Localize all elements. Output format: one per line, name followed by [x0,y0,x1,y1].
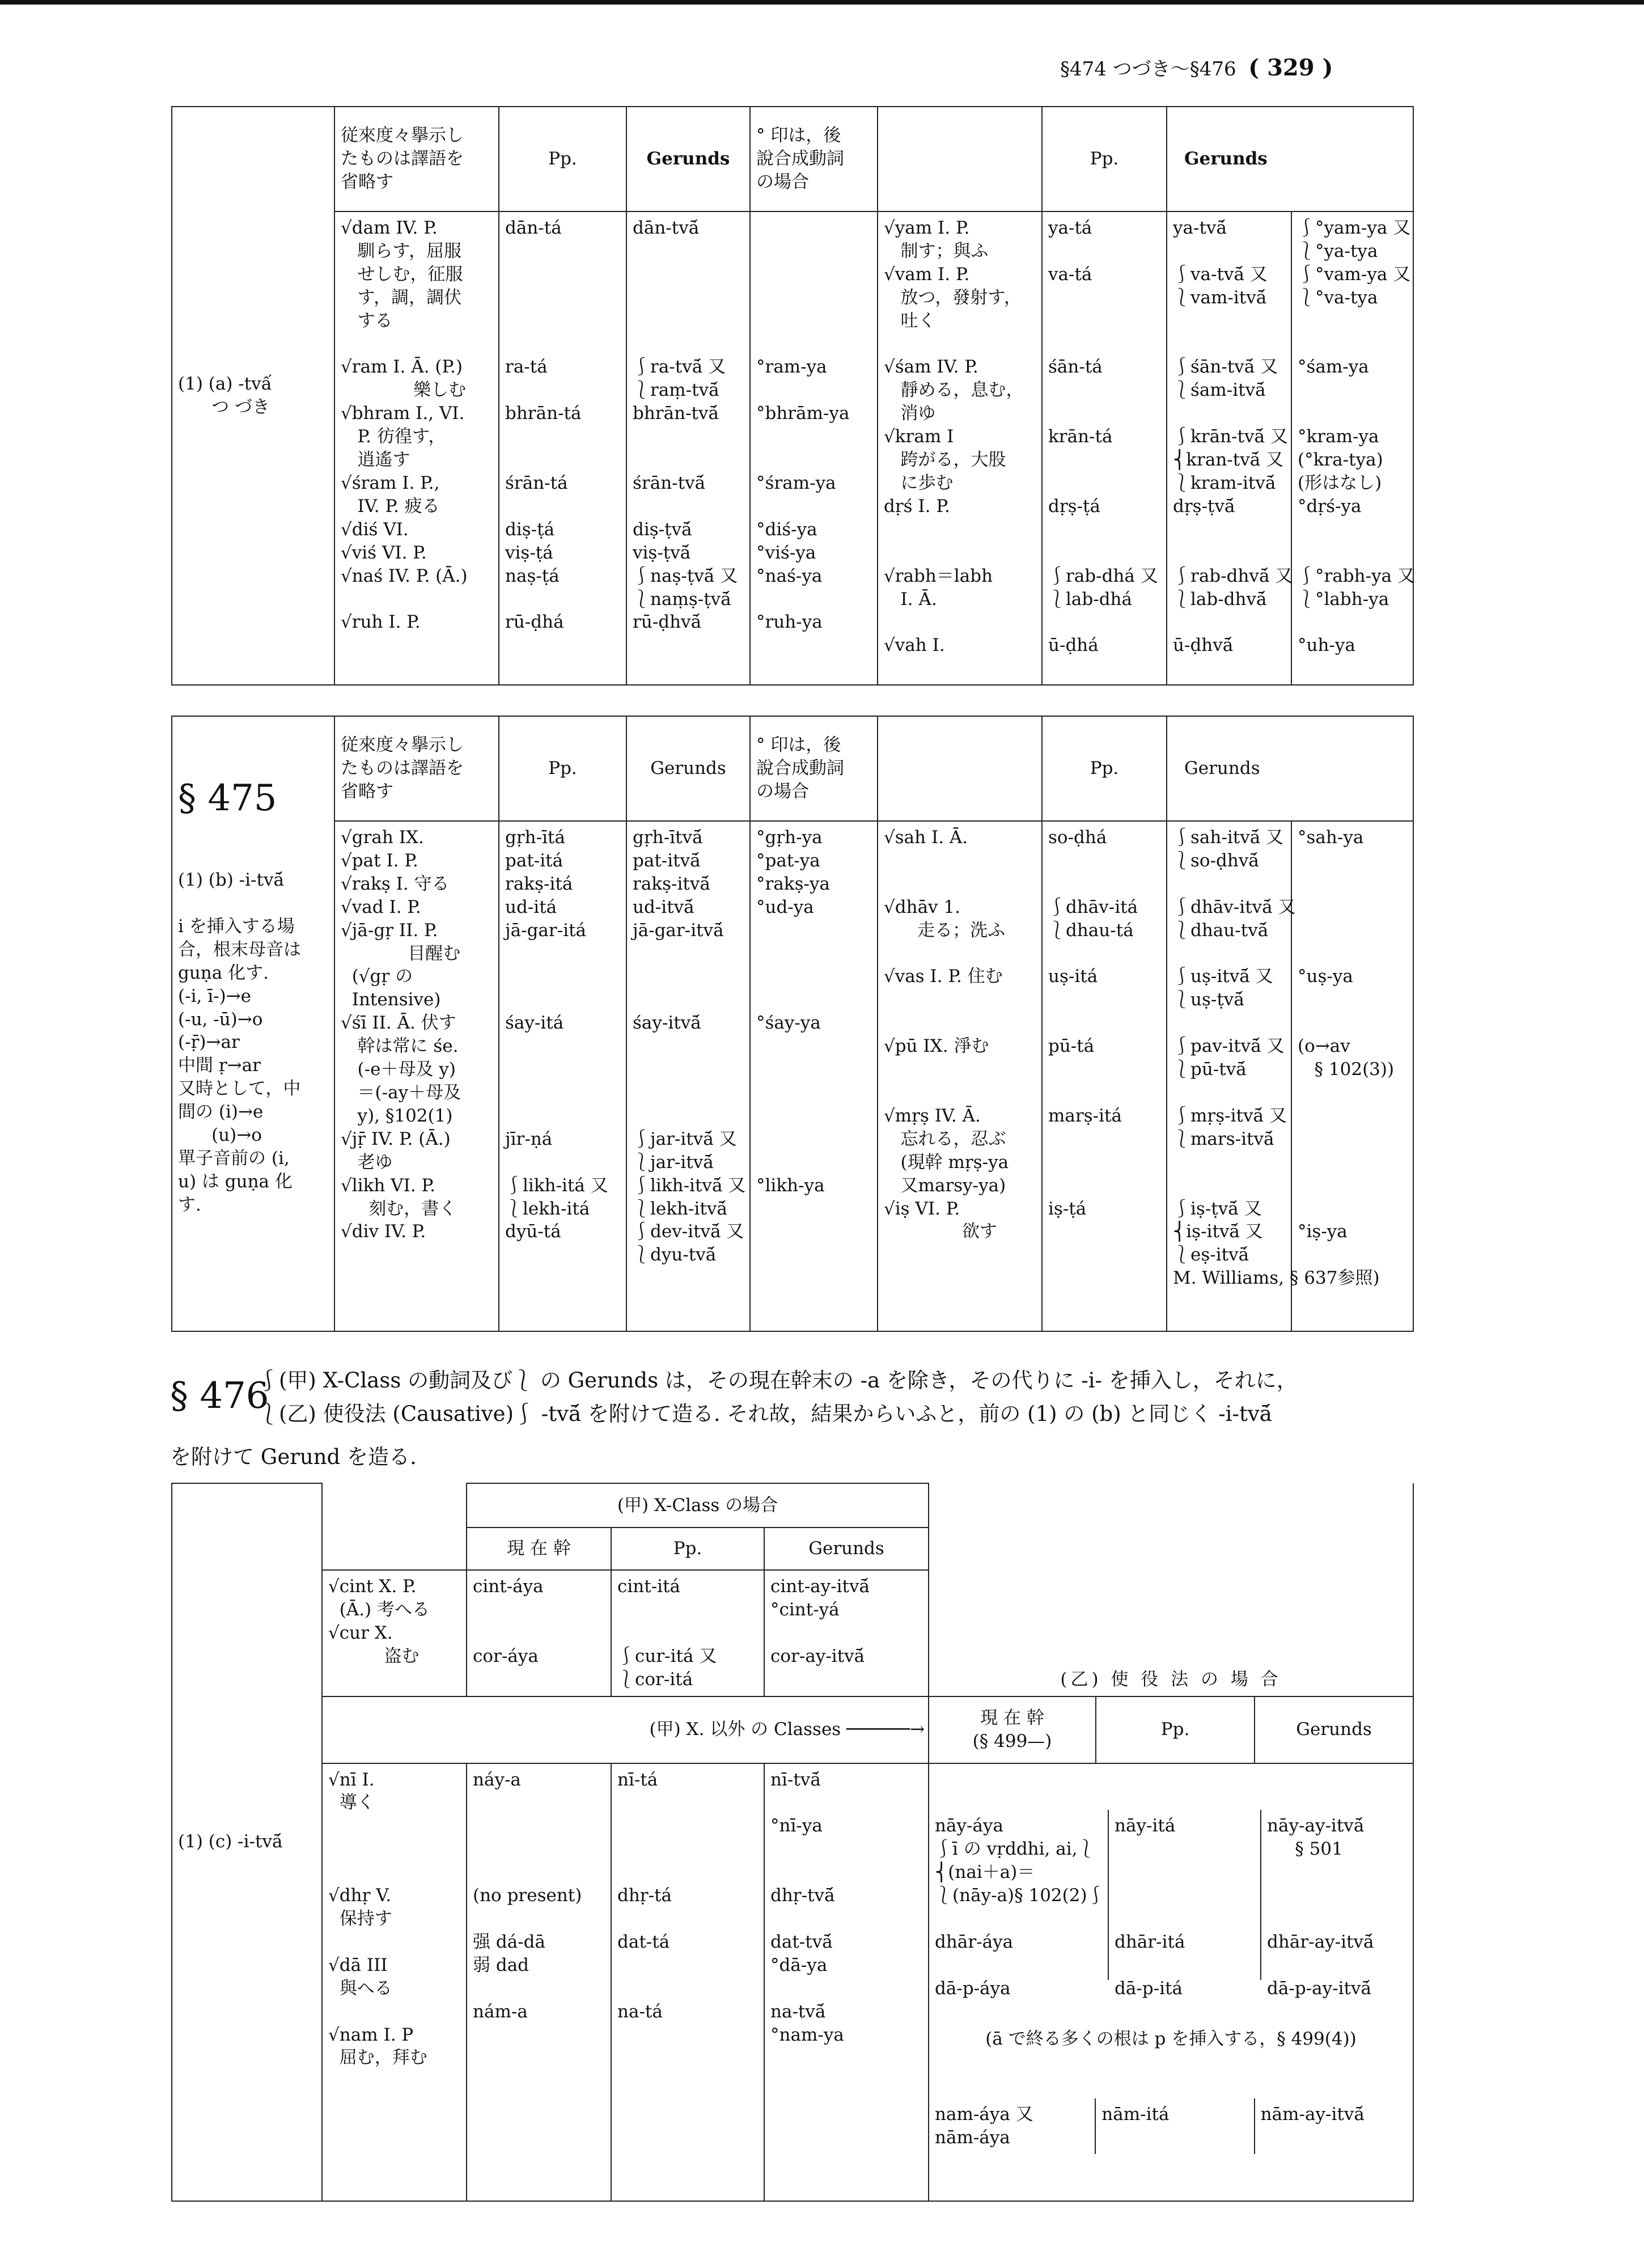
root-column: √grah IX. √pat I. P. √rakṣ I. 守る √vad I. P. √jā-gṛ II. P. 目醒む (√gṛ の Intensive) √śī II. Ā. 伏す 幹は常に śe. (-e＋母及 y) ＝(-ay＋母及 y), §102(1) √jṝ IV. P. (Ā.) 老ゆ √likh VI. P. 刻む，書く √div IV. P. [334,821,499,1331]
caus-stems [929,1810,1108,1999]
root-nam: √nam I. P 屈む，拜む [328,2024,427,2068]
header-gerunds-2: Gerunds [1167,107,1413,211]
header-pp: Pp. [499,716,626,821]
xclass-gerunds [764,1570,929,1696]
caus-gerunds [1260,1810,1413,1999]
other-pps [611,1763,764,2201]
header-pp-2: Pp. [1042,107,1167,211]
gerund-column-2: ⎰sah-itvā́ 又 ⎱so-ḍhvā́ ⎰dhāv-itvā́ 又 ⎱dhau-tvā́ ⎰uṣ-itvā́ 又 ⎱uṣ-ṭvā́ ⎰pav-itvā́ 又 ⎱pū-tvā́ ⎰mṛṣ-itvā́ 又 ⎱mars-itvā́ ⎰iṣ-ṭvā́ 又 ⎨iṣ-itvā́ 又 ⎱eṣ-itvā́ M. Williams, § 637参照) [1167,821,1291,1331]
caus-stem-header: 現 在 幹 (§ 499—) [929,1696,1096,1763]
pp-column: gṛh-ītá pat-itá rakṣ-itá ud-itá jā-gar-itá śay-itá jīr-ṇá ⎰likh-itá 又 ⎱lekh-itá dyū-tá [499,821,626,1331]
xclass-stem-header: 現 在 幹 [467,1527,611,1570]
root-column-2: √yam I. P. 制す；與ふ √vam I. P. 放つ，發射す， 吐く √śam IV. P. 靜める，息む， 消ゆ √kram I 跨がる，大股 に歩む dṛś I. P. √rabh＝labh I. Ā. √vah I. [878,211,1042,685]
root-column: √dam IV. P. 馴らす，屈服 せしむ，征服 す，調，調伏 する √ram I. Ā. (P.) 樂しむ √bhram I., VI. P. 彷徨す， 逍遙す √śram I. P., IV. P. 疲る √diś VI. √viś VI. P. √naś IV. P. (Ā.) √ruh I. P. [334,211,499,685]
stem-nam: nám-a [473,2001,528,2022]
stem-ni: náy-a [473,1769,521,1790]
gerund-dhr: dhṛ-tvā́ [770,1885,835,1906]
causative-block [929,1763,1413,2201]
caus-stem-ni: nāy-áya ⎰ī の vṛddhi, ai,⎱ ⎨(nai＋a)＝ ⎱(nāy-a)§ 102(2)⎰ [935,1816,1105,1906]
gerund-cint: cint-ay-itvā́ °cint-yá [770,1576,870,1620]
header-section-range: §474 つづき〜§476 [1060,58,1236,81]
row-label-1a: (1) (a) -tvấ つ づき [172,107,334,685]
xclass-stems [467,1570,611,1696]
caus-pp-da: dā-p-itá [1115,1978,1183,1999]
caus-gerund-ni: nāy-ay-itvā́ § 501 [1267,1816,1365,1860]
pp-column: dān-tá ra-tá bhrān-tá śrān-tá diṣ-ṭá viṣ-ṭá naṣ-ṭá rū-ḍhá [499,211,626,685]
compound-gerund-column-2: °sah-ya °uṣ-ya (o→av § 102(3)) °iṣ-ya [1291,821,1413,1331]
header-gerunds: Gerunds [626,716,750,821]
table-475 [171,716,1414,1332]
section-475-label: § 475 [178,777,277,819]
stem-cint: cint-áya [473,1576,544,1597]
row-label-1b: (1) (b) -i-tvā́ i を挿入する場 合，根末母音は guṇa 化す. (-i, ī-)→e (-u, -ū)→o (-ṝ)→ar 中間 ṛ→ar 又時として，中 間の (i)→e (u)→o 單子音前の (i, u) は guṇa 化 す. [178,870,301,1215]
running-header [1060,53,1333,81]
gerund-da: dat-tvā́ °dā-ya [770,1931,833,1975]
xclass-pps [611,1570,764,1696]
gerund-column: dān-tvā́ ⎰ra-tvā́ 又 ⎱raṃ-tvā́ bhrān-tvā́ śrān-tvā́ diṣ-ṭvā́ viṣ-ṭvā́ ⎰naṣ-ṭvā́ 又 ⎱naṃṣ-ṭvā́ rū-ḍhvā́ [626,211,750,685]
caus-pps [1108,1810,1260,1999]
header-blank [878,716,1042,821]
pp-dhr: dhṛ-tá [617,1885,672,1906]
blank-cell [322,1527,467,1570]
other-stems [467,1763,611,2201]
pp-nam: na-tá [617,2001,663,2022]
gerund-column: gṛh-ītvā́ pat-itvā́ rakṣ-itvā́ ud-itvā́ jā-gar-itvā́ śay-itvā́ ⎰jar-itvā́ 又 ⎱jar-itvā́ ⎰likh-itvā́ 又 ⎱lekh-itvā́ ⎰dev-itvā́ 又 ⎱dyu-tvā́ [626,821,750,1331]
compound-gerund-column-2: ⎰°yam-ya 又 ⎱°ya-tya ⎰°vam-ya 又 ⎱°va-tya °śam-ya °kram-ya (°kra-tya) (形はなし) °dṛś-ya ⎰°rabh-ya 又 ⎱°labh-ya °uh-ya [1291,211,1413,685]
stem-dhr: (no present) [473,1885,582,1906]
compound-gerund-column: °gṛh-ya °pat-ya °rakṣ-ya °ud-ya °śay-ya °likh-ya [750,821,878,1331]
table-476 [171,1483,1414,2202]
page-number: ( 329 ) [1248,54,1333,81]
caus-gerund-dhr: dhār-ay-itvā́ [1267,1931,1374,1952]
header-pp: Pp. [499,107,626,211]
caus-gerunds-header: Gerunds [1255,1696,1413,1763]
caus-pp-nam: nām-itá [1095,2098,1253,2154]
other-gerunds [764,1763,929,2201]
root-column-2: √sah I. Ā. √dhāv 1. 走る；洗ふ √vas I. P. 住む √pū IX. 淨む √mṛṣ IV. Ā. 忘れる，忍ぶ (現幹 mṛṣ-ya 又marsy-ya) √iṣ VI. P. 欲す [878,821,1042,1331]
caus-stem-da: dā-p-áya [935,1978,1011,1999]
header-gerunds: Gerunds [626,107,750,211]
section-476-label: § 476 [170,1375,269,1417]
caus-gerund-nam: nām-ay-itvā́ [1254,2098,1413,2154]
caus-pp-ni: nāy-itá [1115,1816,1176,1837]
root-dhr: √dhṛ V. 保持す [328,1885,392,1929]
header-blank [878,107,1042,211]
gerund-column-2: ya-tvā́ ⎰va-tvā́ 又 ⎱vam-itvā́ ⎰śān-tvā́ 又 ⎱śam-itvā́ ⎰krān-tvā́ 又 ⎨kran-tvā́ 又 ⎱kram-itvā́ dṛṣ-ṭvā́ ⎰rab-dhvā́ 又 ⎱lab-dhvā́ ū-ḍhvā́ [1167,211,1291,685]
xclass-gerunds-header: Gerunds [764,1527,929,1570]
stem-cur: cor-áya [473,1645,539,1666]
root-ni: √nī I. 導く [328,1769,375,1813]
section-476-line-2: ⎱(乙) 使役法 (Causative)⎰ -tvā́ を附けて造る. それ故，結果からいふと，前の (1) の (b) と同じく -i-tvā́ [258,1402,1272,1426]
xclass-pp-header: Pp. [611,1527,764,1570]
pp-column-2: ya-tá va-tá śān-tá krān-tá dṛṣ-ṭá ⎰rab-dhá 又 ⎱lab-dhá ū-ḍhá [1042,211,1167,685]
xclass-roots [322,1570,467,1696]
gerund-nam: na-tvā́ °nam-ya [770,2001,844,2045]
row-label-1c: (1) (c) -i-tvā́ [172,1483,322,2201]
other-classes-header: (甲) X. 以外 の Classes ──────→ [322,1696,929,1763]
caus-stem-dhr: dhār-áya [935,1931,1014,1952]
causative-note: (ā で終る多くの根は p を挿入する，§ 499(4)) [985,2029,1357,2050]
xclass-header: (甲) X-Class の場合 [467,1483,929,1527]
header-compound-note: ° 印は，後 說合成動詞 の場合 [750,107,878,211]
table-474-continued [171,106,1414,686]
header-compound-note: ° 印は，後 說合成動詞 の場合 [750,716,878,821]
page-top-edge [0,0,1644,5]
other-roots [322,1763,467,2201]
pp-column-2: so-ḍhá ⎰dhāv-itá ⎱dhau-tá uṣ-itá pū-tá marṣ-itá iṣ-ṭá [1042,821,1167,1331]
caus-pp-dhr: dhār-itá [1115,1931,1185,1952]
causative-header: (乙) 使 役 法 の 場 合 [929,1483,1413,1696]
compound-gerund-column: °ram-ya °bhrām-ya °śram-ya °diś-ya °viś-ya °naś-ya °ruh-ya [750,211,878,685]
pp-ni: nī-tá [617,1769,658,1790]
header-note: 従來度々擧示し たものは譯語を 省略す [334,107,499,211]
caus-pp-header: Pp. [1096,1696,1255,1763]
gerund-ni: nī-tvā́ °nī-ya [770,1769,823,1837]
root-cint: √cint X. P. (Ā.) 考へる [328,1576,430,1620]
pp-cint: cint-itá [617,1576,681,1597]
pp-cur: ⎰cur-itá 又 ⎱cor-itá [617,1645,717,1690]
stem-da: 强 dá-dā 弱 dad [473,1931,545,1975]
pp-da: dat-tá [617,1931,670,1952]
section-476-line-1: ⎰(甲) X-Class の動詞及び⎱ の Gerunds は，その現在幹末の -a を除き，その代りに -i- を挿入し，それに， [258,1368,1298,1393]
header-gerunds-2: Gerunds [1167,716,1413,821]
caus-gerund-da: dā-p-ay-itvā́ [1267,1978,1371,1999]
section-475-cell [172,716,334,1331]
header-pp-2: Pp. [1042,716,1167,821]
gerund-cur: cor-ay-itvā́ [770,1645,865,1666]
header-note: 従來度々擧示し たものは譯語を 省略す [334,716,499,821]
root-cur: √cur X. 盗む [328,1622,420,1666]
root-da: √dā III 與へる [328,1954,392,1999]
section-476-line-3: を附けて Gerund を造る. [170,1445,417,1469]
blank-cell [322,1483,467,1527]
caus-stem-nam: nam-áya 又 nām-áya [935,2104,1033,2148]
